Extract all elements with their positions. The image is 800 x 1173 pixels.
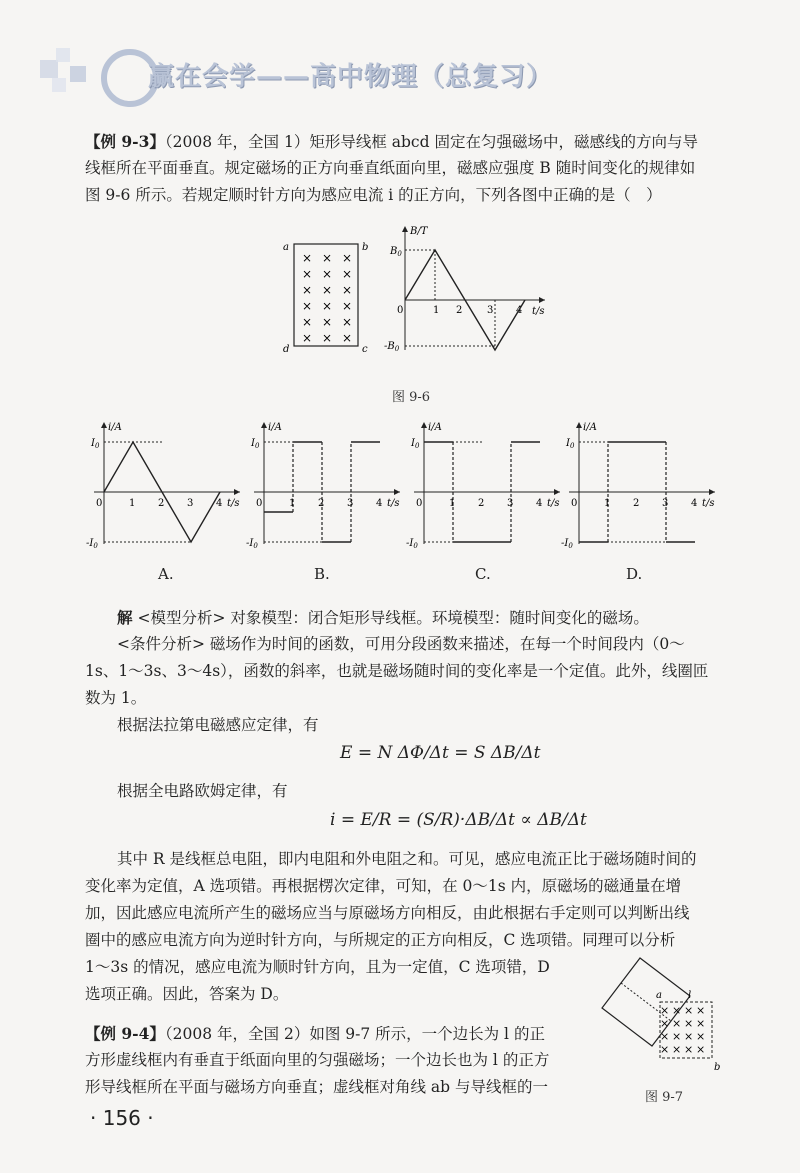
b0-label: $B_0$ bbox=[390, 246, 402, 258]
cross-mark-icon: × bbox=[322, 267, 333, 281]
x-arrow-icon bbox=[234, 489, 240, 495]
cross-mark-icon: × bbox=[684, 1030, 694, 1043]
cross-mark-icon: × bbox=[342, 331, 353, 345]
corner-d: d bbox=[283, 344, 290, 355]
option-graph-d bbox=[561, 422, 715, 550]
point-b: b bbox=[714, 1062, 721, 1073]
example-3-line-2: 线框所在平面垂直。规定磁场的正方向垂直纸面向里，磁感应强度 B 随时间变化的规律如 bbox=[85, 159, 696, 177]
tick-label: 0 bbox=[416, 498, 423, 509]
i0-label: $I_0$ bbox=[251, 438, 260, 450]
side-l: l bbox=[688, 990, 692, 1001]
y-axis-label: i/A bbox=[583, 422, 597, 433]
example-4-label: 【例 9-4】 bbox=[85, 1024, 165, 1043]
y-axis-label: i/A bbox=[108, 422, 122, 433]
solution-line-10: 圈中的感应电流方向为逆时针方向，与所规定的正方向相反，C 选项错。同理可以分析 bbox=[85, 931, 676, 949]
i0-label: $I_0$ bbox=[91, 438, 100, 450]
cross-mark-icon: × bbox=[684, 1017, 694, 1030]
cross-mark-icon: × bbox=[342, 283, 353, 297]
option-b-label: B. bbox=[314, 565, 330, 583]
solution-line-9: 加，因此感应电流所产生的磁场应当与原磁场方向相反，由此根据右手定则可以判断出线 bbox=[85, 904, 690, 922]
figure-9-6 bbox=[280, 222, 550, 362]
y-arrow-icon bbox=[421, 422, 427, 428]
cross-mark-icon: × bbox=[302, 331, 313, 345]
cross-mark-icon: × bbox=[342, 315, 353, 329]
b-t-graph bbox=[384, 226, 545, 353]
option-d-label: D. bbox=[626, 565, 643, 583]
cross-mark-icon: × bbox=[660, 1030, 670, 1043]
solution-line-2: <条件分析> 磁场作为时间的函数，可用分段函数来描述，在每一个时间段内（0～ bbox=[117, 635, 685, 653]
b-tick-0: 0 bbox=[397, 305, 404, 316]
x-arrow-icon bbox=[394, 489, 400, 495]
solution-line-5: 根据法拉第电磁感应定律，有 bbox=[117, 716, 319, 734]
tick-label: 4 bbox=[376, 498, 383, 509]
tick-label: 4 bbox=[216, 498, 223, 509]
b-tick-3: 3 bbox=[487, 305, 494, 316]
neg-i0-label: $-I_0$ bbox=[86, 538, 98, 550]
neg-i0-label: $-I_0$ bbox=[561, 538, 573, 550]
cross-mark-icon: × bbox=[342, 299, 353, 313]
option-graph-b bbox=[246, 422, 400, 550]
example-3-line-1: 【例 9-3】（2008 年，全国 1）矩形导线框 abcd 固定在匀强磁场中，磁感线的方向与导 bbox=[85, 132, 698, 151]
tick-label: 1 bbox=[449, 498, 456, 509]
y-axis-label: i/A bbox=[268, 422, 282, 433]
tick-label: 2 bbox=[318, 498, 325, 509]
cross-mark-icon: × bbox=[302, 299, 313, 313]
tick-label: 4 bbox=[536, 498, 543, 509]
cross-mark-icon: × bbox=[696, 1017, 706, 1030]
solution-line-4: 数为 1。 bbox=[85, 689, 147, 707]
header-title: 赢在会学——高中物理（总复习） bbox=[148, 62, 554, 92]
cross-mark-icon: × bbox=[302, 283, 313, 297]
cross-mark-icon: × bbox=[660, 1043, 670, 1056]
cross-mark-icon: × bbox=[672, 1017, 682, 1030]
page-number: · 156 · bbox=[90, 1106, 154, 1130]
neg-i0-label: $-I_0$ bbox=[406, 538, 418, 550]
x-axis-label: t/s bbox=[702, 498, 715, 509]
x-axis-label: t/s bbox=[547, 498, 560, 509]
b-graph-y-arrow-icon bbox=[402, 226, 408, 232]
x-axis-label: t/s bbox=[227, 498, 240, 509]
formula-faraday: E = N ΔΦ/Δt = S ΔB/Δt bbox=[340, 743, 541, 763]
solution-line-11: 1～3s 的情况，感应电流为顺时针方向，且为一定值，C 选项错，D bbox=[85, 958, 550, 976]
example-3-line-3: 图 9-6 所示。若规定顺时针方向为感应电流 i 的正方向，下列各图中正确的是（ ） bbox=[85, 186, 662, 204]
b-graph-x-label: t/s bbox=[532, 306, 545, 317]
i0-label: $I_0$ bbox=[566, 438, 575, 450]
cross-mark-icon: × bbox=[322, 331, 333, 345]
option-graph-a bbox=[86, 422, 240, 550]
cross-mark-icon: × bbox=[342, 267, 353, 281]
cross-mark-icon: × bbox=[322, 299, 333, 313]
option-graph-c bbox=[406, 422, 560, 550]
cross-mark-icon: × bbox=[672, 1043, 682, 1056]
tick-label: 0 bbox=[571, 498, 578, 509]
cross-mark-icon: × bbox=[302, 267, 313, 281]
b-tick-4: 4 bbox=[516, 305, 523, 316]
example-4-line-2: 方形虚线框内有垂直于纸面向里的匀强磁场；一个边长也为 l 的正方 bbox=[85, 1051, 550, 1069]
cross-mark-icon: × bbox=[322, 251, 333, 265]
cross-mark-icon: × bbox=[684, 1004, 694, 1017]
cross-mark-icon: × bbox=[672, 1004, 682, 1017]
figure-9-7-caption: 图 9-7 bbox=[645, 1090, 684, 1105]
field-crosses-97 bbox=[660, 1004, 705, 1056]
b-tick-2: 2 bbox=[456, 305, 463, 316]
solution-line-3: 1s、1～3s、3～4s），函数的斜率，也就是磁场随时间的变化率是一个定值。此外，线圈匝 bbox=[85, 662, 709, 680]
option-c-label: C. bbox=[475, 565, 491, 583]
corner-a: a bbox=[283, 242, 289, 253]
cross-mark-icon: × bbox=[684, 1043, 694, 1056]
corner-b: b bbox=[362, 242, 369, 253]
tick-label: 3 bbox=[187, 498, 194, 509]
option-a-label: A. bbox=[158, 565, 174, 583]
y-arrow-icon bbox=[261, 422, 267, 428]
neg-b0-label: $-B_0$ bbox=[384, 341, 400, 353]
solution-line-12: 选项正确。因此，答案为 D。 bbox=[85, 985, 289, 1003]
options-graphs bbox=[86, 418, 730, 553]
tick-label: 1 bbox=[604, 498, 611, 509]
tick-label: 2 bbox=[633, 498, 640, 509]
cross-mark-icon: × bbox=[302, 251, 313, 265]
tick-label: 2 bbox=[478, 498, 485, 509]
i0-label: $I_0$ bbox=[411, 438, 420, 450]
header-logo-icon bbox=[30, 40, 150, 110]
x-arrow-icon bbox=[554, 489, 560, 495]
example-4-line-3: 形导线框所在平面与磁场方向垂直；虚线框对角线 ab 与导线框的一 bbox=[85, 1078, 549, 1096]
x-arrow-icon bbox=[709, 489, 715, 495]
cross-mark-icon: × bbox=[660, 1017, 670, 1030]
cross-mark-icon: × bbox=[696, 1004, 706, 1017]
cross-mark-icon: × bbox=[672, 1030, 682, 1043]
y-axis-label: i/A bbox=[428, 422, 442, 433]
solution-lead: 解 bbox=[117, 608, 133, 627]
cross-mark-icon: × bbox=[302, 315, 313, 329]
solution-line-6: 根据全电路欧姆定律，有 bbox=[117, 782, 288, 800]
x-axis-label: t/s bbox=[387, 498, 400, 509]
corner-c: c bbox=[362, 344, 368, 355]
y-arrow-icon bbox=[101, 422, 107, 428]
formula-ohm: i = E/R = (S/R)·ΔB/Δt ∝ ΔB/Δt bbox=[330, 810, 587, 830]
cross-mark-icon: × bbox=[342, 251, 353, 265]
tick-label: 4 bbox=[691, 498, 698, 509]
tick-label: 3 bbox=[662, 498, 669, 509]
cross-mark-icon: × bbox=[322, 315, 333, 329]
cross-mark-icon: × bbox=[660, 1004, 670, 1017]
b-tick-1: 1 bbox=[433, 305, 440, 316]
solution-line-7: 其中 R 是线框总电阻，即内电阻和外电阻之和。可见，感应电流正比于磁场随时间的 bbox=[117, 850, 697, 868]
figure-9-6-caption: 图 9-6 bbox=[392, 390, 431, 405]
example-3-label: 【例 9-3】 bbox=[85, 132, 165, 151]
tick-label: 3 bbox=[507, 498, 514, 509]
tick-label: 1 bbox=[129, 498, 136, 509]
example-4-line-1: 【例 9-4】（2008 年，全国 2）如图 9-7 所示，一个边长为 l 的正 bbox=[85, 1024, 545, 1043]
b-graph-y-label: B/T bbox=[410, 226, 428, 237]
tick-label: 1 bbox=[289, 498, 296, 509]
y-arrow-icon bbox=[576, 422, 582, 428]
solution-line-1: 解 <模型分析> 对象模型：闭合矩形导线框。环境模型：随时间变化的磁场。 bbox=[117, 608, 649, 627]
tick-label: 0 bbox=[256, 498, 263, 509]
point-a: a bbox=[656, 990, 662, 1001]
page-header bbox=[30, 40, 770, 110]
b-graph-x-arrow-icon bbox=[539, 297, 545, 303]
magnetic-field-crosses bbox=[302, 251, 352, 345]
cross-mark-icon: × bbox=[696, 1030, 706, 1043]
tick-label: 2 bbox=[158, 498, 165, 509]
cross-mark-icon: × bbox=[696, 1043, 706, 1056]
neg-i0-label: $-I_0$ bbox=[246, 538, 258, 550]
figure-9-7 bbox=[598, 950, 723, 1080]
solution-line-8: 变化率为定值，A 选项错。再根据楞次定律，可知，在 0～1s 内，原磁场的磁通量在增 bbox=[85, 877, 682, 895]
cross-mark-icon: × bbox=[322, 283, 333, 297]
tick-label: 0 bbox=[96, 498, 103, 509]
tick-label: 3 bbox=[347, 498, 354, 509]
